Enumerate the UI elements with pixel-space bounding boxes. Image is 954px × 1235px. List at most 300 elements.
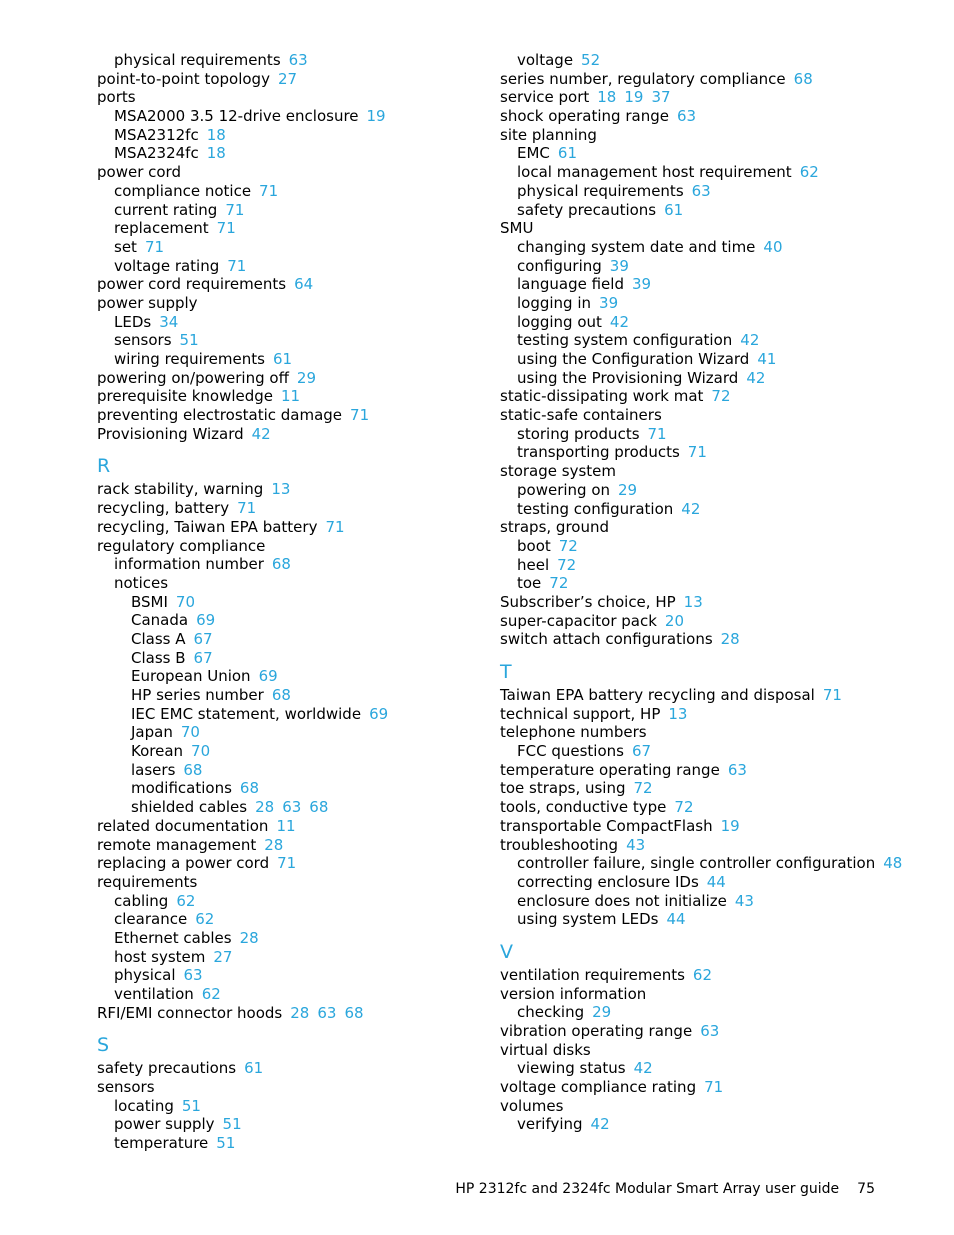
index-term: wiring requirements — [114, 350, 265, 368]
index-term: ports — [97, 88, 136, 107]
page-reference-link[interactable]: 28 — [255, 798, 275, 817]
index-entry — [500, 1115, 900, 1134]
index-entry — [500, 88, 900, 107]
index-entry — [97, 313, 497, 332]
page-reference-link[interactable]: 62 — [692, 965, 712, 984]
index-term: information number — [114, 555, 264, 574]
index-term: straps, ground — [500, 518, 609, 537]
index-letter-heading: V — [500, 940, 513, 963]
page-reference-link[interactable]: 71 — [647, 424, 667, 443]
index-entry — [97, 51, 497, 70]
page-reference-link[interactable]: 27 — [213, 947, 233, 966]
page-reference-link[interactable]: 34 — [159, 312, 179, 331]
page-reference-link[interactable]: 18 — [206, 125, 226, 144]
index-term: Class B — [131, 648, 186, 667]
index-term: Provisioning Wizard — [97, 424, 244, 443]
page-reference-link[interactable]: 67 — [193, 629, 213, 648]
index-term: modifications — [131, 779, 232, 798]
page-reference-link[interactable]: 42 — [746, 368, 766, 387]
index-term: SMU — [500, 219, 534, 238]
index-term: MSA2324fc — [114, 144, 199, 163]
index-entry — [97, 593, 497, 612]
index-entry — [97, 88, 497, 107]
page-reference-link[interactable]: 71 — [259, 181, 279, 200]
index-entry — [500, 537, 900, 556]
index-term: version information — [500, 984, 647, 1003]
index-term: power supply — [114, 1115, 215, 1134]
page-reference-link[interactable]: 42 — [609, 312, 630, 331]
index-entry — [500, 331, 900, 350]
index-term: static-dissipating work mat — [500, 387, 704, 406]
index-entry — [97, 1097, 497, 1116]
index-entry — [500, 686, 900, 705]
index-entry — [97, 518, 497, 537]
page-reference-link[interactable]: 71 — [227, 256, 247, 275]
index-term: using the Provisioning Wizard — [517, 368, 739, 387]
page-reference-link[interactable]: 11 — [276, 816, 296, 835]
page-reference-link[interactable]: 68 — [183, 760, 203, 779]
index-entry — [97, 163, 497, 182]
index-entry — [97, 182, 497, 201]
index-term: Subscriber’s choice, HP — [500, 592, 676, 611]
index-entry — [97, 742, 497, 761]
index-entry — [97, 649, 497, 668]
index-entry — [97, 238, 497, 257]
index-term: related documentation — [97, 816, 269, 835]
index-term: clearance — [114, 910, 188, 929]
page-reference-link[interactable]: 39 — [609, 256, 629, 275]
page-reference-link[interactable]: 70 — [191, 742, 211, 761]
index-term: host system — [114, 947, 206, 966]
index-entry — [500, 219, 900, 238]
page-reference-link[interactable]: 63 — [691, 181, 711, 200]
index-entry — [500, 443, 900, 462]
index-entry — [500, 966, 900, 985]
index-entry — [97, 219, 497, 238]
index-entry — [97, 817, 497, 836]
index-letter-heading: R — [97, 455, 111, 478]
index-entry — [500, 144, 900, 163]
index-entry — [97, 350, 497, 369]
page-reference-link[interactable]: 72 — [557, 555, 577, 574]
index-term: requirements — [97, 872, 198, 891]
index-term: power cord — [97, 163, 181, 182]
page-reference-link[interactable]: 51 — [216, 1134, 236, 1153]
index-term: toe straps, using — [500, 779, 626, 798]
page-reference-link[interactable]: 39 — [599, 293, 619, 312]
page-reference-link[interactable]: 68 — [239, 779, 260, 798]
index-entry — [500, 910, 900, 929]
page-reference-link[interactable]: 69 — [258, 667, 278, 686]
page-reference-link[interactable]: 13 — [683, 592, 703, 611]
index-entry — [500, 51, 900, 70]
index-entry — [500, 275, 900, 294]
page-reference-link[interactable]: 71 — [325, 517, 345, 536]
index-term: recycling, Taiwan EPA battery — [97, 517, 318, 536]
index-term: locating — [114, 1096, 174, 1115]
page-reference-link[interactable]: 61 — [244, 1059, 264, 1078]
page-reference-link[interactable]: 70 — [175, 592, 196, 611]
index-entry — [97, 480, 497, 499]
index-entry — [500, 163, 900, 182]
page-reference-link[interactable]: 19 — [624, 88, 644, 107]
index-entry — [97, 779, 497, 798]
page-reference-link[interactable]: 42 — [633, 1059, 653, 1078]
index-entry — [500, 481, 900, 500]
page-reference-link[interactable]: 61 — [557, 144, 577, 163]
page-reference-link[interactable]: 51 — [222, 1115, 242, 1134]
index-entry — [500, 1041, 900, 1060]
index-term: set — [114, 237, 137, 256]
page-reference-link[interactable]: 19 — [720, 816, 740, 835]
index-entry — [500, 742, 900, 761]
index-entry — [97, 798, 497, 817]
index-entry — [97, 1115, 497, 1134]
index-entry — [97, 1078, 497, 1097]
index-entry — [97, 929, 497, 948]
index-entry — [97, 275, 497, 294]
index-term: controller failure, single controller configuration — [517, 854, 876, 873]
index-entry — [97, 1004, 497, 1023]
index-entry — [500, 425, 900, 444]
page-reference-link[interactable]: 29 — [592, 1003, 612, 1022]
index-entry — [500, 182, 900, 201]
index-entry — [97, 369, 497, 388]
page-reference-link[interactable]: 68 — [309, 798, 329, 817]
page-reference-link[interactable]: 72 — [711, 387, 731, 406]
index-entry — [500, 817, 900, 836]
index-term: sensors — [114, 331, 172, 350]
index-entry — [97, 667, 497, 686]
index-term: safety precautions — [97, 1059, 237, 1078]
index-term: transportable CompactFlash — [500, 816, 713, 835]
index-entry — [97, 1059, 497, 1078]
index-entry — [500, 892, 900, 911]
index-term: safety precautions — [517, 200, 657, 219]
index-term: MSA2312fc — [114, 125, 199, 144]
index-term: Class A — [131, 629, 186, 648]
index-entry — [500, 779, 900, 798]
index-term: regulatory compliance — [97, 536, 266, 555]
index-entry — [500, 500, 900, 519]
index-term: vibration operating range — [500, 1022, 693, 1040]
index-term: Canada — [131, 611, 189, 630]
page-reference-link[interactable]: 71 — [687, 443, 707, 462]
page-reference-link[interactable]: 20 — [664, 611, 684, 630]
index-term: Ethernet cables — [114, 928, 232, 947]
index-term: Japan — [131, 723, 173, 742]
page-reference-link[interactable]: 62 — [799, 163, 819, 182]
page-reference-link[interactable]: 71 — [237, 499, 257, 518]
index-term: MSA2000 3.5 12-drive enclosure — [114, 107, 359, 126]
index-term: temperature — [114, 1134, 209, 1153]
index-entry — [500, 723, 900, 742]
page-reference-link[interactable]: 43 — [626, 835, 646, 854]
page-reference-link[interactable]: 51 — [181, 1096, 201, 1115]
page-reference-link[interactable]: 67 — [193, 648, 213, 667]
index-term: remote management — [97, 835, 257, 854]
index-term: notices — [114, 573, 169, 592]
index-term: shock operating range — [500, 107, 669, 126]
index-term: physical — [114, 966, 176, 985]
index-term: compliance notice — [114, 181, 252, 200]
index-term: cabling — [114, 891, 169, 910]
index-term: volumes — [500, 1096, 564, 1115]
index-entry — [97, 126, 497, 145]
page-reference-link[interactable]: 29 — [296, 368, 316, 387]
page-reference-link[interactable]: 71 — [144, 237, 165, 256]
page-reference-link[interactable]: 19 — [366, 107, 386, 126]
index-column-left — [97, 51, 497, 1153]
index-entry — [97, 705, 497, 724]
index-term: viewing status — [517, 1059, 626, 1078]
index-entry — [500, 70, 900, 89]
index-term: voltage — [517, 51, 574, 69]
page-reference-link[interactable]: 72 — [633, 779, 653, 798]
page-reference-link[interactable]: 51 — [179, 331, 199, 350]
index-entry — [500, 705, 900, 724]
page-reference-link[interactable]: 70 — [180, 723, 200, 742]
index-term: logging in — [517, 293, 592, 312]
index-term: temperature operating range — [500, 760, 720, 779]
index-term: recycling, battery — [97, 499, 230, 518]
index-term: physical requirements — [114, 51, 281, 69]
page-reference-link[interactable]: 71 — [350, 406, 370, 425]
page-reference-link[interactable]: 28 — [239, 928, 259, 947]
page-reference-link[interactable]: 63 — [317, 1003, 337, 1022]
index-term: telephone numbers — [500, 723, 647, 742]
index-entry — [97, 723, 497, 742]
index-entry — [500, 556, 900, 575]
index-term: logging out — [517, 312, 602, 331]
index-entry — [500, 201, 900, 220]
index-term: series number, regulatory compliance — [500, 69, 786, 88]
page-reference-link[interactable]: 44 — [666, 910, 686, 929]
index-term: service port — [500, 88, 590, 107]
index-entry — [500, 1059, 900, 1078]
page-reference-link[interactable]: 13 — [271, 480, 291, 499]
index-term: boot — [517, 536, 551, 555]
index-term: replacement — [114, 219, 209, 238]
page-reference-link[interactable]: 41 — [757, 350, 777, 368]
index-term: tools, conductive type — [500, 798, 667, 817]
index-term: virtual disks — [500, 1040, 591, 1059]
index-entry — [97, 611, 497, 630]
index-entry — [97, 761, 497, 780]
page-reference-link[interactable]: 42 — [251, 424, 271, 443]
index-entry — [97, 107, 497, 126]
index-term: storage system — [500, 462, 616, 481]
index-entry — [97, 555, 497, 574]
index-entry — [97, 1134, 497, 1153]
index-entry — [500, 836, 900, 855]
page-reference-link[interactable]: 18 — [597, 88, 617, 107]
page-reference-link[interactable]: 27 — [277, 69, 298, 88]
index-term: ventilation — [114, 985, 194, 1003]
index-entry — [97, 966, 497, 985]
page-reference-link[interactable]: 72 — [558, 536, 578, 555]
index-term: verifying — [517, 1115, 583, 1134]
index-term: storing products — [517, 424, 640, 443]
page-reference-link[interactable]: 29 — [618, 480, 638, 499]
index-letter-heading: S — [97, 1034, 110, 1057]
page-reference-link[interactable]: 63 — [282, 798, 302, 817]
index-entry — [97, 836, 497, 855]
index-term: physical requirements — [517, 181, 684, 200]
page-footer — [0, 1180, 875, 1198]
page-reference-link[interactable]: 68 — [271, 555, 291, 574]
index-term: site planning — [500, 125, 597, 144]
index-term: power cord requirements — [97, 275, 287, 294]
page-reference-link[interactable]: 28 — [264, 835, 284, 854]
index-term: HP series number — [131, 686, 264, 704]
index-entry — [97, 425, 497, 444]
page-reference-link[interactable]: 63 — [288, 51, 308, 69]
page-reference-link[interactable]: 62 — [195, 910, 215, 929]
index-entry — [97, 70, 497, 89]
index-term: shielded cables — [131, 798, 248, 817]
index-entry — [500, 313, 900, 332]
page-reference-link[interactable]: 61 — [664, 200, 684, 219]
index-entry — [500, 518, 900, 537]
index-term: using system LEDs — [517, 910, 659, 929]
index-term: sensors — [97, 1078, 155, 1097]
page-reference-link[interactable]: 39 — [631, 275, 652, 294]
index-term: voltage compliance rating — [500, 1078, 697, 1097]
index-term: powering on — [517, 480, 611, 499]
page-reference-link[interactable]: 43 — [734, 891, 754, 910]
page-reference-link[interactable]: 72 — [549, 574, 569, 593]
index-entry — [97, 854, 497, 873]
page-reference-link[interactable]: 69 — [196, 611, 216, 630]
index-entry — [500, 854, 903, 873]
footer-title: HP 2312fc and 2324fc Modular Smart Array user guide — [455, 1181, 840, 1197]
index-entry — [500, 350, 900, 369]
index-term: voltage rating — [114, 256, 220, 275]
index-term: changing system date and time — [517, 237, 756, 256]
page-reference-link[interactable]: 68 — [271, 686, 291, 704]
index-entry — [97, 499, 497, 518]
index-term: local management host requirement — [517, 163, 792, 182]
index-term: LEDs — [114, 312, 152, 331]
page-reference-link[interactable]: 68 — [344, 1003, 364, 1022]
index-term: static-safe containers — [500, 406, 662, 425]
page-reference-link[interactable]: 69 — [369, 704, 389, 723]
page-reference-link[interactable]: 71 — [704, 1078, 724, 1097]
index-term: FCC questions — [517, 742, 624, 761]
page-reference-link[interactable]: 63 — [676, 107, 697, 126]
index-entry — [500, 612, 900, 631]
index-entry — [500, 257, 900, 276]
page-reference-link[interactable]: 48 — [883, 854, 903, 873]
index-entry — [500, 369, 900, 388]
page-reference-link[interactable]: 42 — [740, 331, 760, 350]
page-reference-link[interactable]: 71 — [822, 686, 842, 704]
index-term: powering on/powering off — [97, 368, 289, 387]
page-reference-link[interactable]: 63 — [183, 966, 203, 985]
index-term: super-capacitor pack — [500, 611, 657, 630]
index-term: switch attach configurations — [500, 630, 713, 649]
page-reference-link[interactable]: 28 — [290, 1003, 310, 1022]
index-entry — [500, 462, 900, 481]
index-entry — [500, 238, 900, 257]
index-term: checking — [517, 1003, 585, 1022]
page-reference-link[interactable]: 40 — [763, 237, 783, 256]
page-reference-link[interactable]: 11 — [281, 387, 301, 406]
index-entry — [97, 686, 497, 705]
page-reference-link[interactable]: 42 — [681, 499, 701, 518]
index-entry — [500, 985, 900, 1004]
index-term: IEC EMC statement, worldwide — [131, 704, 362, 723]
index-term: RFI/EMI connector hoods — [97, 1003, 283, 1022]
index-term: enclosure does not initialize — [517, 891, 727, 910]
index-term: transporting products — [517, 443, 680, 462]
index-term: language field — [517, 275, 624, 294]
index-term: point-to-point topology — [97, 69, 270, 88]
page-reference-link[interactable]: 52 — [581, 51, 601, 69]
index-entry — [97, 387, 497, 406]
index-entry — [500, 294, 900, 313]
index-term: prerequisite knowledge — [97, 387, 274, 406]
page-reference-link[interactable]: 71 — [277, 854, 297, 873]
page-reference-link[interactable]: 28 — [720, 630, 740, 649]
index-term: preventing electrostatic damage — [97, 406, 343, 425]
page-reference-link[interactable]: 63 — [727, 760, 747, 779]
index-term: heel — [517, 555, 550, 574]
index-term: ventilation requirements — [500, 965, 685, 984]
page-reference-link[interactable]: 13 — [668, 704, 688, 723]
index-entry — [97, 892, 497, 911]
index-entry — [500, 406, 900, 425]
index-entry — [97, 294, 497, 313]
index-entry — [500, 761, 900, 780]
page-reference-link[interactable]: 37 — [651, 88, 671, 107]
index-entry — [500, 107, 900, 126]
index-entry — [97, 331, 497, 350]
index-entry — [97, 144, 497, 163]
index-entry — [97, 201, 497, 220]
index-term: replacing a power cord — [97, 854, 270, 873]
index-entry — [97, 406, 497, 425]
page-reference-link[interactable]: 64 — [294, 275, 314, 294]
index-term: toe — [517, 574, 542, 593]
index-term: BSMI — [131, 592, 168, 611]
index-term: technical support, HP — [500, 704, 661, 723]
index-term: Korean — [131, 742, 184, 761]
page-reference-link[interactable]: 67 — [631, 742, 652, 761]
page-reference-link[interactable]: 62 — [201, 985, 221, 1003]
page-reference-link[interactable]: 61 — [272, 350, 293, 368]
index-term: power supply — [97, 293, 198, 312]
index-term: testing configuration — [517, 499, 674, 518]
page-reference-link[interactable]: 62 — [176, 891, 196, 910]
page-reference-link[interactable]: 68 — [793, 69, 813, 88]
page-reference-link[interactable]: 72 — [674, 798, 694, 817]
page-reference-link[interactable]: 71 — [225, 200, 245, 219]
index-term: EMC — [517, 144, 550, 163]
page-number: 75 — [857, 1181, 875, 1197]
page-reference-link[interactable]: 42 — [590, 1115, 610, 1134]
page-reference-link[interactable]: 63 — [700, 1022, 720, 1040]
index-term: Taiwan EPA battery recycling and disposal — [500, 686, 815, 704]
index-column-right — [500, 51, 903, 1134]
page-reference-link[interactable]: 18 — [206, 144, 226, 163]
page-reference-link[interactable]: 71 — [216, 219, 236, 238]
index-entry — [500, 873, 900, 892]
page-reference-link[interactable]: 44 — [706, 872, 726, 891]
index-entry — [500, 1022, 900, 1041]
index-entry — [500, 1078, 900, 1097]
